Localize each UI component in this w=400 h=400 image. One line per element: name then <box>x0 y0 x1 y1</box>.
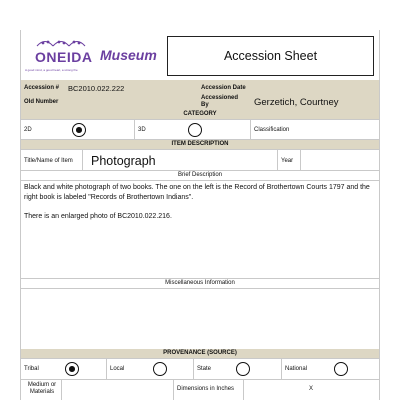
title-name-field[interactable]: Photograph <box>91 154 156 168</box>
sheet-title: Accession Sheet <box>223 49 318 63</box>
provenance-national-label: National <box>285 366 308 372</box>
oneida-logo <box>23 34 97 80</box>
misc-information-label: Miscellaneous Information <box>165 280 235 286</box>
category-2d-radio[interactable] <box>72 123 86 137</box>
misc-information-field[interactable] <box>24 292 374 347</box>
year-label: Year <box>281 158 294 164</box>
provenance-state-radio[interactable] <box>236 362 250 376</box>
accession-date-field[interactable] <box>254 84 374 92</box>
old-number-field[interactable] <box>68 98 188 106</box>
logo-wordmark: ONEIDA <box>35 49 93 65</box>
item-description-heading-band <box>21 140 379 149</box>
museum-label: Museum <box>100 47 157 63</box>
category-heading: CATEGORY <box>183 111 217 117</box>
dimensions-label: Dimensions in Inches <box>177 386 235 392</box>
medium-materials-label: Medium or Materials <box>27 382 57 395</box>
provenance-heading-band <box>21 349 379 358</box>
classification-label: Classification <box>254 127 290 133</box>
accession-sheet <box>20 30 380 400</box>
accession-number-field[interactable]: BC2010.022.222 <box>68 84 125 93</box>
category-3d-radio[interactable] <box>188 123 202 137</box>
classification-field[interactable] <box>311 123 375 135</box>
category-heading-band <box>21 110 379 119</box>
provenance-national-radio[interactable] <box>334 362 348 376</box>
accession-date-label: Accession Date <box>201 85 246 91</box>
provenance-local-label: Local <box>110 366 125 372</box>
year-field[interactable] <box>304 154 374 166</box>
medium-materials-field[interactable] <box>65 383 169 395</box>
accessioned-by-label: Accessioned By <box>201 95 239 108</box>
dimensions-separator: X <box>309 386 314 392</box>
title-name-label: Title/Name of Item <box>24 158 73 164</box>
accession-number-label: Accession # <box>24 85 60 91</box>
category-3d-label: 3D <box>138 127 146 133</box>
logo-tagline: A good mind, a good heart, a strong fire <box>25 68 78 72</box>
brief-description-field[interactable] <box>24 183 374 231</box>
old-number-label: Old Number <box>24 99 59 105</box>
brief-description-label: Brief Description <box>177 172 222 178</box>
provenance-state-label: State <box>197 366 212 372</box>
brief-description-paragraph-1: Black and white photograph of two books. The one on the left is the Record of Brothertown Courts 1797 and the right book is labeled "Records of Brothertown Indians". <box>24 184 370 201</box>
brief-description-paragraph-2: There is an enlarged photo of BC2010.022.216. <box>24 212 172 220</box>
provenance-heading: PROVENANCE (SOURCE) <box>163 350 237 356</box>
provenance-tribal-label: Tribal <box>24 366 39 372</box>
provenance-tribal-radio[interactable] <box>65 362 79 376</box>
item-description-heading: ITEM DESCRIPTION <box>171 141 229 147</box>
accessioned-by-field[interactable]: Gerzetich, Courtney <box>254 97 339 108</box>
title-box <box>167 36 374 76</box>
provenance-local-radio[interactable] <box>153 362 167 376</box>
category-2d-label: 2D <box>24 127 32 133</box>
